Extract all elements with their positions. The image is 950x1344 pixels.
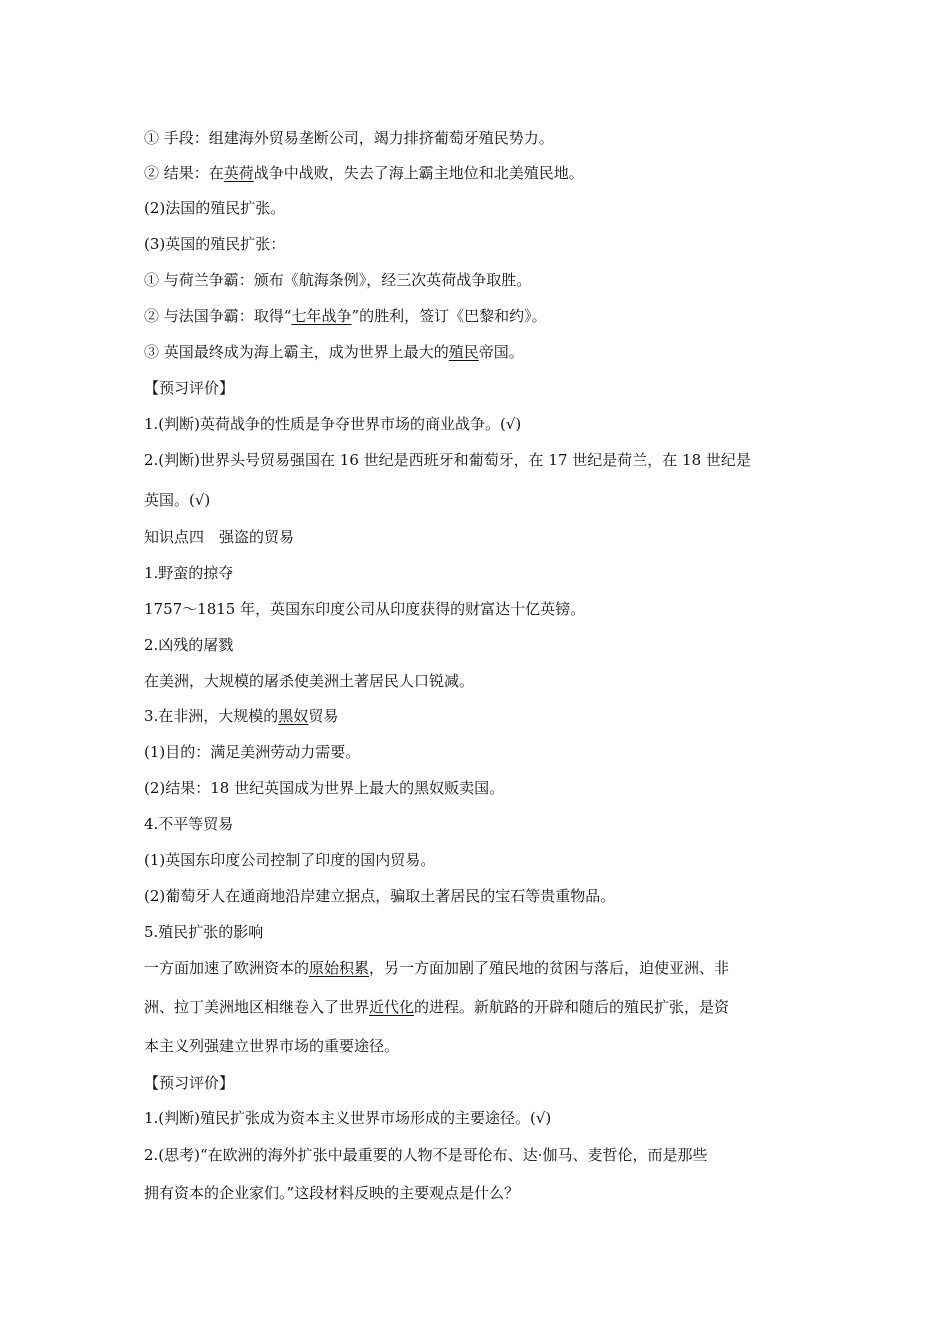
text-line: (3)英国的殖民扩张： xyxy=(144,235,286,253)
text-line: ① 与荷兰争霸：颁布《航海条例》，经三次英荷战争取胜。 xyxy=(144,271,532,289)
section-heading: 【预习评价】 xyxy=(144,379,235,397)
text-line: ① 手段：组建海外贸易垄断公司，竭力排挤葡萄牙殖民势力。 xyxy=(144,129,554,147)
text-line: (1)英国东印度公司控制了印度的国内贸易。 xyxy=(144,851,436,869)
text-line: (2)法国的殖民扩张。 xyxy=(144,199,286,217)
text-line: 洲、拉丁美洲地区相继卷入了世界近代化的进程。新航路的开辟和随后的殖民扩张，是资 xyxy=(144,998,730,1016)
text-line: 2.(思考)“在欧洲的海外扩张中最重要的人物不是哥伦布、达·伽马、麦哲伦，而是那些 xyxy=(144,1146,708,1164)
text-line: (1)目的：满足美洲劳动力需要。 xyxy=(144,743,361,761)
text-line: 5.殖民扩张的影响 xyxy=(144,923,264,941)
section-heading: 知识点四 强盗的贸易 xyxy=(144,528,295,546)
underlined-term: 近代化 xyxy=(369,998,415,1016)
text-line: 3.在非洲，大规模的黑奴贸易 xyxy=(144,707,339,725)
underlined-term: 殖民 xyxy=(448,343,479,361)
underlined-term: 英荷 xyxy=(223,164,254,182)
text-line: 在美洲，大规模的屠杀使美洲土著居民人口锐减。 xyxy=(144,672,475,690)
text-line: 1.野蛮的掠夺 xyxy=(144,564,234,582)
text-line: 拥有资本的企业家们。”这段材料反映的主要观点是什么？ xyxy=(144,1184,520,1202)
text-line: 2.凶残的屠戮 xyxy=(144,636,234,654)
text-line: 英国。(√) xyxy=(144,491,211,509)
underlined-term: 七年战争 xyxy=(291,307,352,325)
text-line: 4.不平等贸易 xyxy=(144,815,234,833)
section-heading: 【预习评价】 xyxy=(144,1074,235,1092)
underlined-term: 原始积累 xyxy=(309,959,370,977)
text-line: 2.(判断)世界头号贸易强国在 16 世纪是西班牙和葡萄牙，在 17 世纪是荷兰，在 18 世纪是 xyxy=(144,451,751,469)
text-line: 1.(判断)英荷战争的性质是争夺世界市场的商业战争。(√) xyxy=(144,415,522,433)
text-line: ② 与法国争霸：取得“七年战争”的胜利，签订《巴黎和约》。 xyxy=(144,307,547,325)
text-line: (2)葡萄牙人在通商地沿岸建立据点，骗取土著居民的宝石等贵重物品。 xyxy=(144,887,616,905)
text-line: 本主义列强建立世界市场的重要途径。 xyxy=(144,1037,400,1055)
text-line: ③ 英国最终成为海上霸主，成为世界上最大的殖民帝国。 xyxy=(144,343,524,361)
text-line: 一方面加速了欧洲资本的原始积累，另一方面加剧了殖民地的贫困与落后，迫使亚洲、非 xyxy=(144,959,730,977)
text-line: 1757～1815 年，英国东印度公司从印度获得的财富达十亿英镑。 xyxy=(144,600,586,618)
text-line: ② 结果：在英荷战争中战败，失去了海上霸主地位和北美殖民地。 xyxy=(144,164,584,182)
text-line: (2)结果：18 世纪英国成为世界上最大的黑奴贩卖国。 xyxy=(144,779,505,797)
underlined-term: 黑奴 xyxy=(278,707,309,725)
text-line: 1.(判断)殖民扩张成为资本主义世界市场形成的主要途径。(√) xyxy=(144,1109,552,1127)
